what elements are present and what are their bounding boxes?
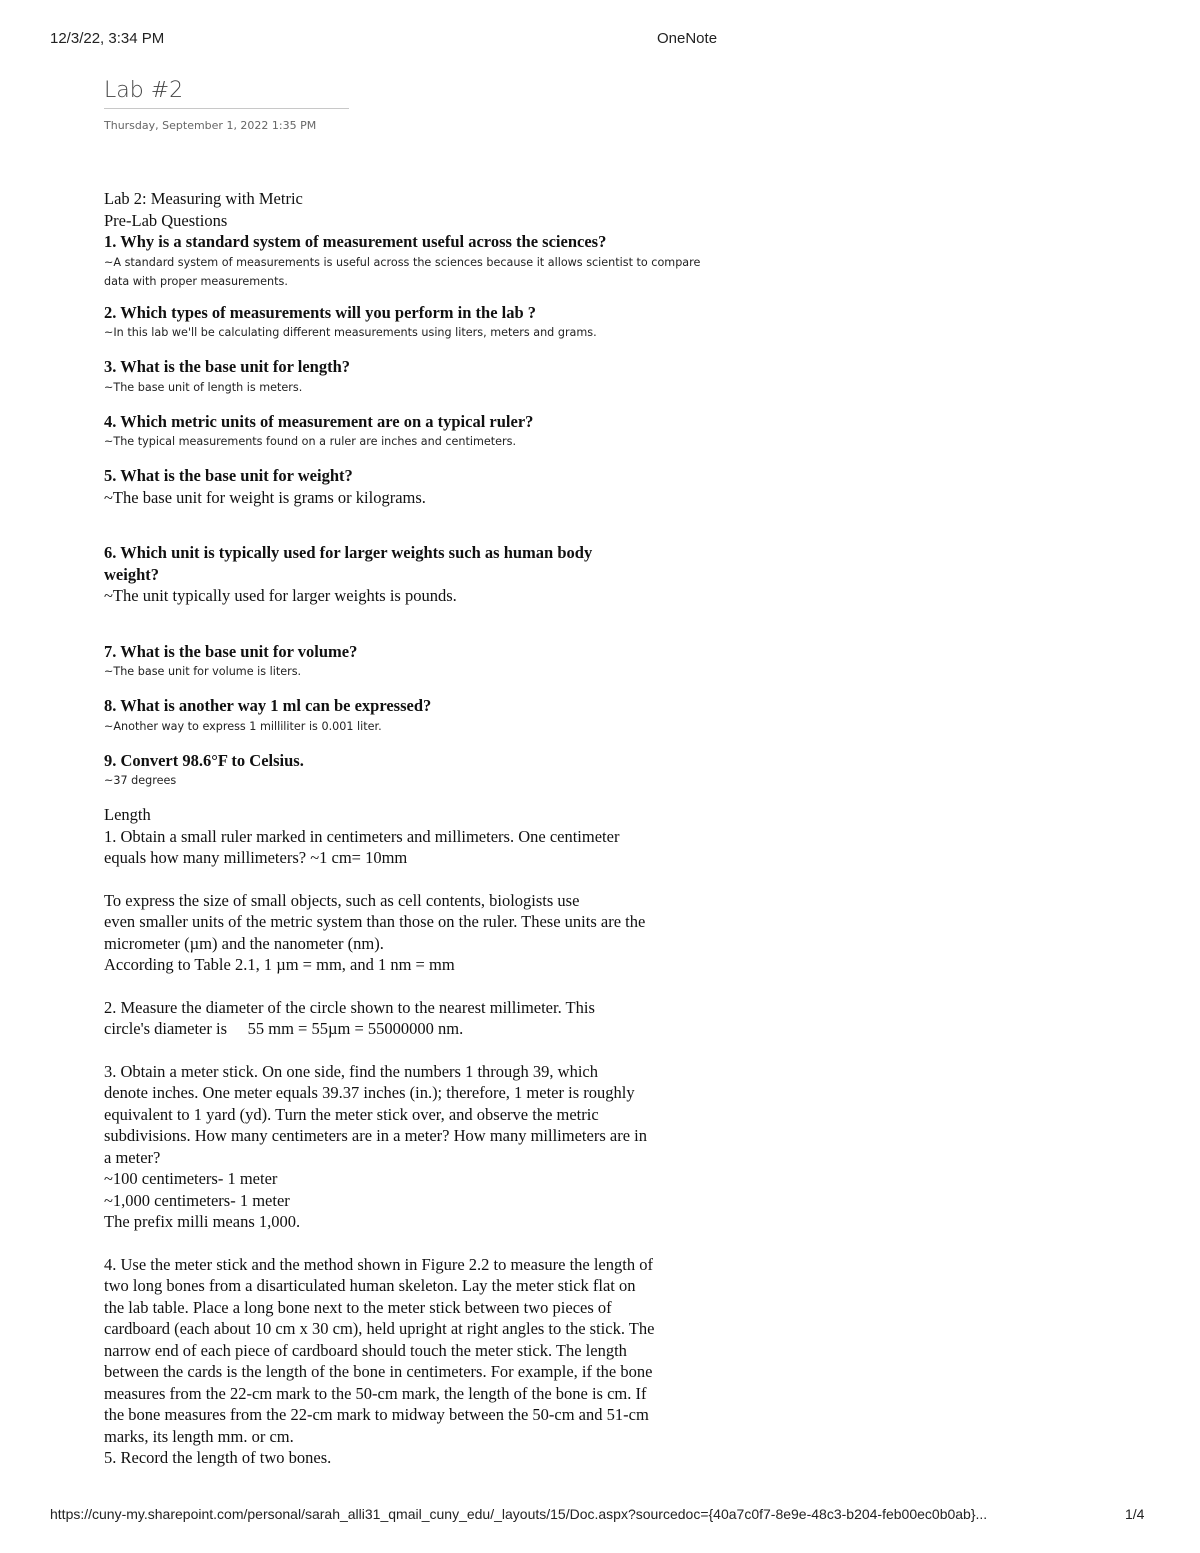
length-p5-line: two long bones from a disarticulated human skeleton. Lay the meter stick flat on — [104, 1276, 636, 1295]
question-7: 7. What is the base unit for volume? — [104, 641, 358, 661]
question-8: 8. What is another way 1 ml can be expressed? — [104, 696, 432, 715]
length-p4-line: denote inches. One meter equals 39.37 inches (in.); therefore, 1 meter is roughly — [104, 1083, 635, 1102]
length-p2-line: micrometer (µm) and the nanometer (nm). — [104, 933, 384, 953]
question-5: 5. What is the base unit for weight? — [104, 466, 353, 485]
length-p5-line: 4. Use the meter stick and the method shown in Figure 2.2 to measure the length of — [104, 1254, 653, 1274]
answer-1-line-2: data with proper measurements. — [104, 274, 288, 288]
question-6-line-1: 6. Which unit is typically used for larger weights such as human body — [104, 543, 593, 562]
length-p4-line: 3. Obtain a meter stick. On one side, find the numbers 1 through 39, which — [104, 1061, 598, 1081]
answer-4: ~The typical measurements found on a ruler are inches and centimeters. — [104, 435, 517, 448]
length-p3-line: 2. Measure the diameter of the circle shown to the nearest millimeter. This — [104, 997, 595, 1017]
question-9: 9. Convert 98.6°F to Celsius. — [104, 750, 304, 770]
length-p4-line: ~1,000 centimeters- 1 meter — [104, 1190, 290, 1210]
answer-9: ~37 degrees — [104, 774, 177, 787]
length-p4-line: The prefix milli means 1,000. — [104, 1212, 301, 1231]
length-p4-line: subdivisions. How many centimeters are in a meter? How many millimeters are in — [104, 1126, 647, 1145]
answer-3: ~The base unit of length is meters. — [104, 380, 303, 394]
answer-2: ~In this lab we'll be calculating different measurements using liters, meters and grams. — [104, 326, 597, 339]
prelab-heading: Pre-Lab Questions — [104, 210, 228, 230]
print-app-name: OneNote — [657, 30, 718, 47]
answer-1-line-1: ~A standard system of measurements is useful across the sciences because it allows scientist to compare — [104, 255, 701, 269]
length-p5-line: measures from the 22-cm mark to the 50-cm mark, the length of the bone is cm. If — [104, 1383, 647, 1403]
length-p4-line: ~100 centimeters- 1 meter — [104, 1169, 278, 1188]
length-p2-line: even smaller units of the metric system than those on the ruler. These units are the — [104, 912, 646, 931]
question-3: 3. What is the base unit for length? — [104, 357, 351, 376]
length-p5-line: cardboard (each about 10 cm x 30 cm), held upright at right angles to the stick. The — [104, 1319, 655, 1338]
question-2: 2. Which types of measurements will you perform in the lab ? — [104, 302, 537, 322]
answer-8: ~Another way to express 1 milliliter is 0.001 liter. — [104, 719, 382, 733]
lab-title: Lab 2: Measuring with Metric — [104, 189, 303, 208]
print-datetime: 12/3/22, 3:34 PM — [50, 30, 165, 47]
question-6-line-2: weight? — [104, 564, 159, 584]
page-title: Lab #2 — [104, 78, 184, 103]
length-p5-line: the lab table. Place a long bone next to the meter stick between two pieces of — [104, 1297, 612, 1317]
print-page-number: 1/4 — [1125, 1506, 1145, 1522]
length-p2-line: To express the size of small objects, such as cell contents, biologists use — [104, 890, 580, 910]
answer-7: ~The base unit for volume is liters. — [104, 665, 302, 678]
answer-6: ~The unit typically used for larger weights is pounds. — [104, 586, 457, 605]
print-url: https://cuny-my.sharepoint.com/personal/sarah_alli31_qmail_cuny_edu/_layouts/15/Doc.aspx?sourcedoc={40a7c0f7-8e9e-48c3-b204-feb00ec0b0ab}... — [50, 1506, 988, 1522]
question-1: 1. Why is a standard system of measurement useful across the sciences? — [104, 232, 607, 251]
length-p2-line: According to Table 2.1, 1 µm = mm, and 1 nm = mm — [104, 955, 455, 974]
length-p4-line: a meter? — [104, 1147, 161, 1167]
length-p5-line: between the cards is the length of the bone in centimeters. For example, if the bone — [104, 1362, 653, 1381]
page-content — [104, 188, 744, 1469]
length-p5-line: 5. Record the length of two bones. — [104, 1448, 332, 1467]
length-p1-line: 1. Obtain a small ruler marked in centimeters and millimeters. One centimeter — [104, 826, 620, 846]
length-p5-line: marks, its length mm. or cm. — [104, 1426, 294, 1446]
length-p1-line: equals how many millimeters? ~1 cm= 10mm — [104, 848, 408, 867]
length-p4-line: equivalent to 1 yard (yd). Turn the meter stick over, and observe the metric — [104, 1104, 599, 1124]
length-p3-line: circle's diameter is 55 mm = 55µm = 55000000 nm. — [104, 1019, 464, 1038]
question-4: 4. Which metric units of measurement are on a typical ruler? — [104, 411, 534, 431]
length-p5-line: the bone measures from the 22-cm mark to midway between the 50-cm and 51-cm — [104, 1405, 649, 1424]
answer-5: ~The base unit for weight is grams or kilograms. — [104, 487, 426, 507]
page-date: Thursday, September 1, 2022 1:35 PM — [104, 119, 317, 132]
title-divider — [104, 108, 349, 109]
length-heading: Length — [104, 805, 151, 824]
length-p5-line: narrow end of each piece of cardboard should touch the meter stick. The length — [104, 1340, 627, 1360]
